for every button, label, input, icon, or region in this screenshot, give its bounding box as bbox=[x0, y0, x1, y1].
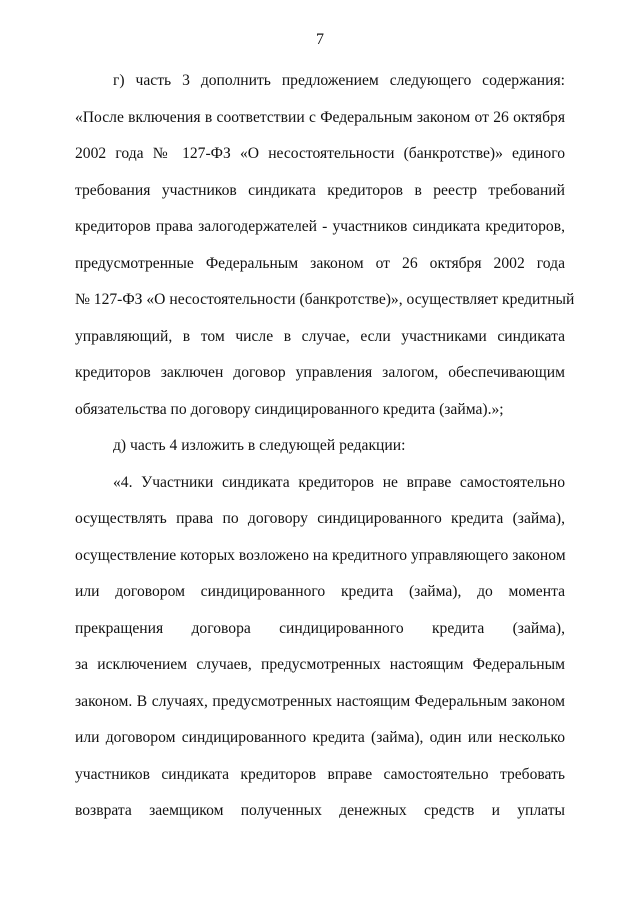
text-line: кредиторов права залогодержателей - участников синдиката кредиторов, bbox=[75, 218, 565, 235]
text-line: осуществлять права по договору синдицированного кредита (займа), bbox=[75, 510, 565, 527]
text-line: требования участников синдиката кредиторов в реестр требований bbox=[75, 181, 565, 199]
text-line: участников синдиката кредиторов вправе самостоятельно требовать bbox=[75, 765, 565, 783]
document-body bbox=[75, 63, 575, 830]
text-line: осуществление которых возложено на кредитного управляющего законом bbox=[75, 546, 566, 564]
text-line: кредиторов заключен договор управления залогом, обеспечивающим bbox=[75, 364, 565, 381]
text-line: возврата заемщиком полученных денежных средств и уплаты bbox=[75, 802, 565, 819]
text-line: г) часть 3 дополнить предложением следующего содержания: bbox=[113, 72, 565, 89]
text-line: за исключением случаев, предусмотренных настоящим Федеральным bbox=[75, 656, 565, 673]
page-number: 7 bbox=[316, 31, 324, 48]
text-line: «После включения в соответствии с Федеральным законом от 26 октября bbox=[75, 108, 565, 126]
text-line: д) часть 4 изложить в следующей редакции: bbox=[113, 437, 406, 454]
text-line: прекращения договора синдицированного кредита (займа), bbox=[75, 619, 565, 637]
text-line: управляющий, в том числе в случае, если участниками синдиката bbox=[75, 327, 565, 345]
text-line: или договором синдицированного кредита (займа), один или несколько bbox=[75, 729, 565, 746]
text-line: законом. В случаях, предусмотренных настоящим Федеральным законом bbox=[75, 692, 565, 710]
text-line: «4. Участники синдиката кредиторов не вправе самостоятельно bbox=[113, 473, 565, 491]
text-line: предусмотренные Федеральным законом от 26 октября 2002 года bbox=[75, 254, 565, 272]
text-line: 2002 года № 127-ФЗ «О несостоятельности (банкротстве)» единого bbox=[75, 145, 565, 162]
text-line: № 127-ФЗ «О несостоятельности (банкротстве)», осуществляет кредитный bbox=[75, 291, 575, 308]
text-line: обязательства по договору синдицированного кредита (займа).»; bbox=[75, 400, 504, 418]
text-line: или договором синдицированного кредита (займа), до момента bbox=[75, 583, 565, 600]
